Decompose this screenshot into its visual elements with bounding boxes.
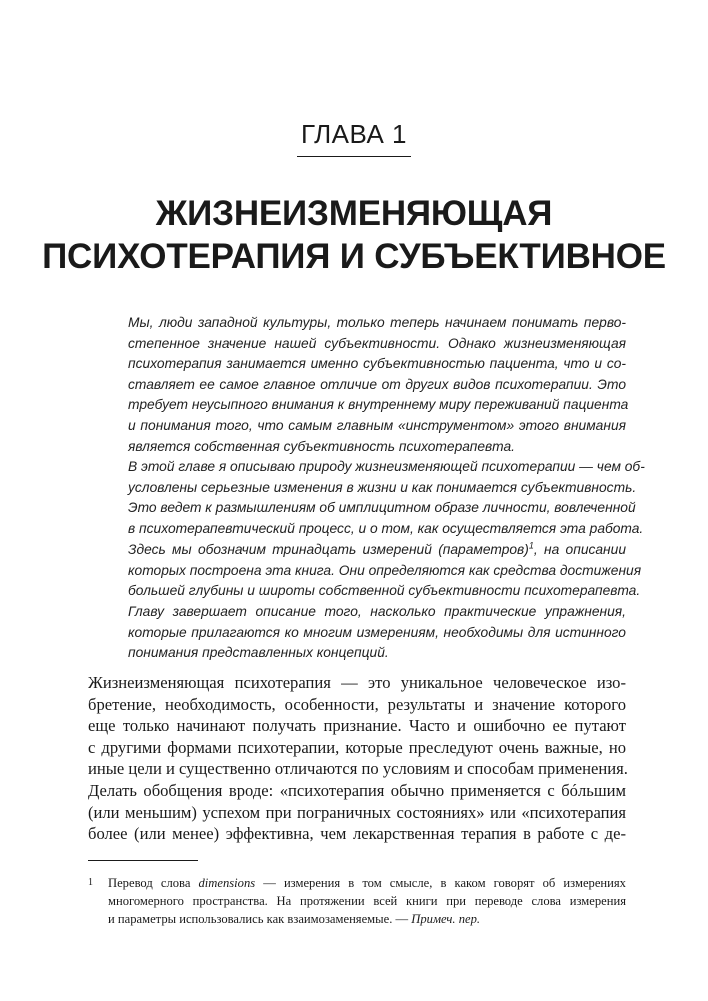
footnote-text	[108, 874, 626, 928]
body-line: еще только начинают получать признание. Часто и ошибочно ее путают	[88, 716, 626, 736]
footnote-number: 1	[88, 877, 93, 888]
footnote-text-part: и параметры использовались как взаимозаменяемые. —	[108, 912, 412, 926]
abstract-line: которые прилагаются ко многим измерениям, необходимы для истинного	[128, 624, 626, 640]
footnote-line	[108, 910, 626, 928]
chapter-label	[0, 118, 708, 157]
abstract-line	[128, 540, 626, 561]
footnote-term: dimensions	[198, 876, 256, 890]
body-line: Жизнеизменяющая психотерапия — это уникальное человеческое изо-	[88, 673, 626, 692]
abstract-line: большей глубины и широты собственной субъективности психотерапевта.	[128, 583, 641, 599]
abstract-line: и понимания того, что самым главным «инструментом» этого внимания	[128, 417, 626, 433]
body-line: с другими формами психотерапии, которые преследуют очень важные, но	[88, 737, 626, 757]
abstract-line: понимания представленных концепций.	[128, 645, 389, 661]
body-line: иные цели и существенно отличаются по условиям и способам применения.	[88, 759, 628, 779]
abstract-line-text: Здесь мы обозначим тринадцать измерений (параметров)	[128, 542, 529, 557]
abstract-line: Мы, люди западной культуры, только теперь начинаем понимать перво-	[128, 315, 626, 330]
abstract-line: Главу завершает описание того, насколько практические упражнения,	[128, 604, 626, 620]
abstract-line: Это ведет к размышлениям об имплицитном образе личности, вовлеченной	[128, 500, 636, 516]
abstract-line: является собственная субъективность психотерапевта.	[128, 438, 515, 454]
chapter-title	[0, 192, 708, 278]
footnote-line	[108, 874, 626, 892]
abstract-line-text: , на описании	[533, 542, 626, 557]
body-line: бретение, необходимость, особенности, результаты и значение которого	[88, 694, 626, 714]
abstract-paragraph-2	[128, 457, 645, 540]
body-line: Делать обобщения вроде: «психотерапия обычно применяется с бóльшим	[88, 780, 626, 800]
chapter-title-line: ПСИХОТЕРАПИЯ И СУБЪЕКТИВНОЕ	[42, 237, 666, 276]
abstract-line: степенное значение нашей субъективности. Однако жизнеизменяющая	[128, 335, 626, 351]
abstract-line: которых построена эта книга. Они определяются как средства достижения	[128, 562, 642, 578]
abstract-line: условлены серьезные изменения в жизни и как понимается субъективность.	[128, 479, 637, 495]
abstract-line: психотерапия занимается именно субъективностью пациента, что и со-	[128, 356, 626, 372]
abstract-line: В этой главе я описываю природу жизнеизменяющей психотерапии — чем об-	[128, 459, 645, 474]
chapter-number: ГЛАВА 1	[297, 118, 411, 157]
abstract-line: ставляет ее самое главное отличие от других видов психотерапии. Это	[128, 376, 626, 392]
footnote-text-part: Перевод слова	[108, 876, 199, 890]
body-line: более (или менее) эффективна, чем лекарственная терапия в работе с де-	[88, 824, 626, 844]
footnote-line: многомерного пространства. На протяжении всей книги при переводе слова измерения	[108, 894, 626, 908]
footnote-reference: 1	[528, 540, 534, 551]
chapter-title-line: ЖИЗНЕИЗМЕНЯЮЩАЯ	[155, 194, 553, 233]
body-line: (или меньшим) успехом при пограничных состояниях» или «психотерапия	[88, 802, 626, 822]
body-paragraph	[88, 672, 626, 845]
abstract-paragraph-3	[128, 540, 642, 664]
footnote-text-part: — измерения в том смысле, в каком говорят об измерениях	[255, 876, 626, 890]
translator-note: Примеч. пер.	[411, 912, 481, 926]
footnote-divider	[88, 860, 198, 861]
abstract-line: требует неусыпного внимания к внутреннему миру переживаний пациента	[128, 397, 629, 413]
abstract-paragraph-1	[128, 313, 629, 457]
abstract-line: в психотерапевтический процесс, и о том, как осуществляется эта работа.	[128, 521, 644, 537]
